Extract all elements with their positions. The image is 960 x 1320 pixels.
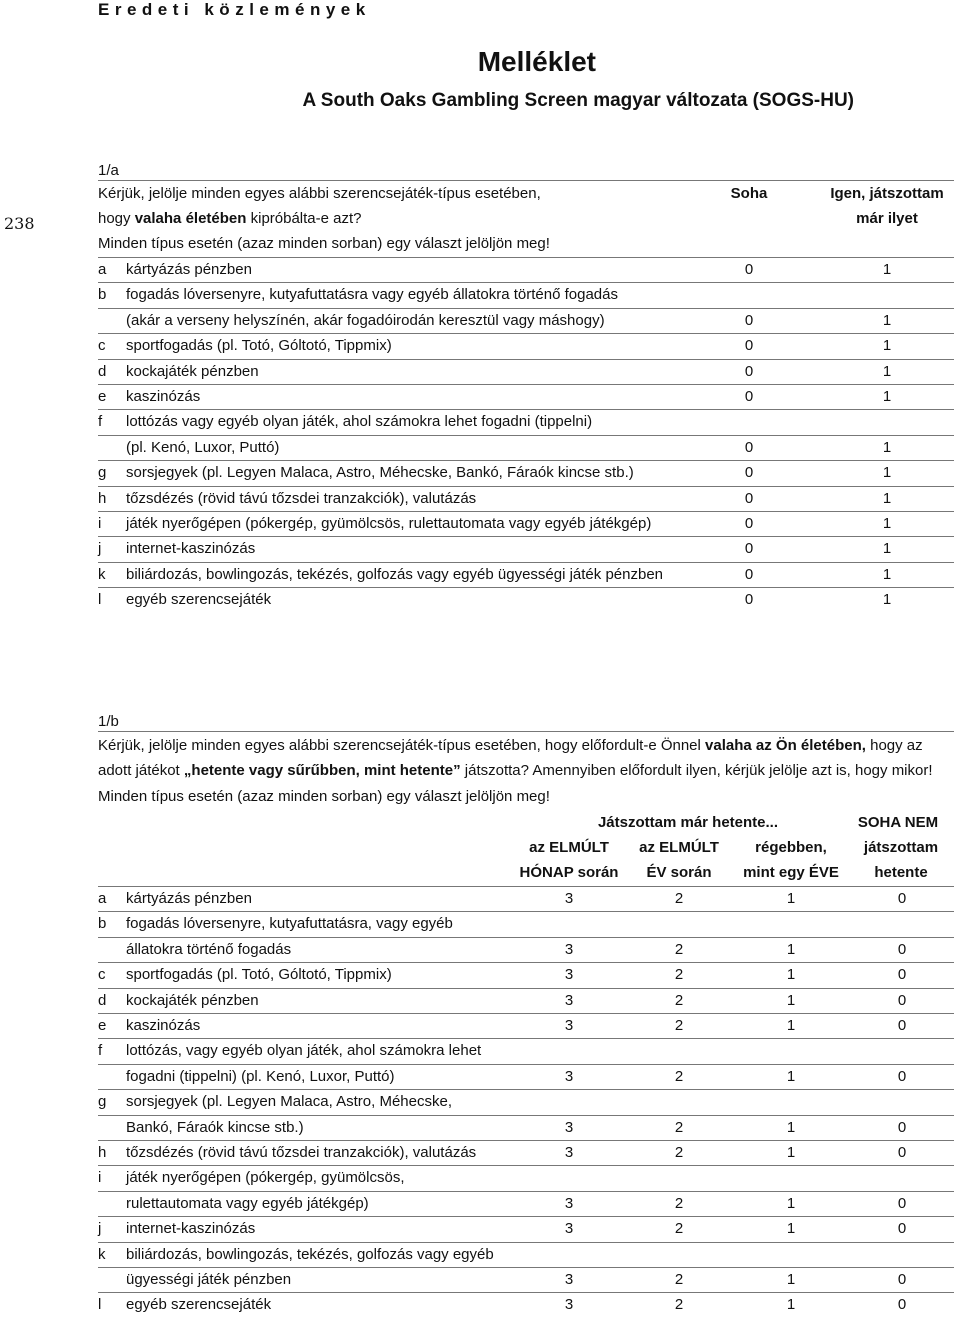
section-b-row-label: játék nyerőgépen (pókergép, gyümölcsös, xyxy=(126,1169,405,1187)
section-a-table-row xyxy=(98,463,954,488)
column-header-month-line1: az ELMÚLT xyxy=(529,839,609,856)
section-a-row-rule xyxy=(98,486,954,487)
section-b-row-letter: c xyxy=(98,966,106,984)
section-a-row-letter: c xyxy=(98,337,106,355)
section-b-row-rule xyxy=(98,937,954,938)
section-b-row-letter: d xyxy=(98,991,107,1009)
section-b-row-letter: e xyxy=(98,1017,107,1034)
section-b-row-rule xyxy=(98,1064,954,1065)
section-b-row-v1: 1 xyxy=(786,1118,796,1136)
section-a-row-label: tőzsdézés (rövid távú tőzsdei tranzakciók), valutázás xyxy=(126,489,477,507)
section-b-table-row xyxy=(98,1245,954,1270)
section-b-row-v2: 2 xyxy=(674,1067,684,1085)
section-a-row-yes: 1 xyxy=(882,489,892,507)
section-b-row-v1: 1 xyxy=(786,1194,796,1212)
section-tag: Eredeti közlemények xyxy=(98,0,371,19)
section-b-row-v0: 0 xyxy=(897,1017,907,1034)
section-b-row-label: rulettautomata vagy egyéb játékgép) xyxy=(126,1194,369,1212)
section-a-row-never: 0 xyxy=(744,388,754,405)
section-b-row-v3: 3 xyxy=(564,1067,574,1085)
section-b-row-v1: 1 xyxy=(786,1296,796,1314)
section-b-row-v3: 3 xyxy=(564,890,574,907)
section-b-row-letter: f xyxy=(98,1042,103,1060)
column-header-never-line3: hetente xyxy=(874,864,928,881)
section-b-row-rule xyxy=(98,1115,954,1116)
section-b-table-row xyxy=(98,1270,954,1295)
section-b-row-v2: 2 xyxy=(674,1194,684,1212)
section-b-row-label: kockajáték pénzben xyxy=(126,991,259,1009)
section-b-row-v2: 2 xyxy=(674,940,684,958)
section-a-row-label: fogadás lóversenyre, kutyafuttatásra vagy egyéb állatokra történő fogadás xyxy=(126,286,618,304)
section-b-row-v0: 0 xyxy=(897,1220,907,1238)
section-a-row-yes: 1 xyxy=(882,464,892,482)
section-a-row-rule xyxy=(98,536,954,537)
section-b-top-rule xyxy=(98,731,954,732)
section-a-intro-line2: hogy valaha életében kipróbálta-e azt? xyxy=(98,210,362,227)
section-b-row-v3: 3 xyxy=(564,1220,574,1238)
section-a-row-letter: i xyxy=(98,515,102,532)
section-b-row-v2: 2 xyxy=(674,1220,684,1238)
section-b-row-rule xyxy=(98,911,954,912)
section-b-row-v0: 0 xyxy=(897,890,907,907)
section-b-row-rule xyxy=(98,1191,954,1192)
section-b-row-label: Bankó, Fáraók kincse stb.) xyxy=(126,1118,304,1136)
section-a-row-rule xyxy=(98,384,954,385)
section-b-row-v1: 1 xyxy=(786,1067,796,1085)
section-b-row-v2: 2 xyxy=(674,991,684,1009)
section-b-row-letter: l xyxy=(98,1296,102,1314)
section-a-table-row xyxy=(98,514,954,539)
section-b-row-v0: 0 xyxy=(897,1118,907,1136)
section-a-table-row xyxy=(98,311,954,336)
section-b-row-rule xyxy=(98,1292,954,1293)
section-a-row-yes: 1 xyxy=(882,362,892,380)
section-b-row-v3: 3 xyxy=(564,1017,574,1034)
column-header-year-line2: ÉV során xyxy=(646,864,712,881)
section-a-row-never: 0 xyxy=(744,337,754,355)
column-header-never-line1: SOHA NEM xyxy=(857,814,939,831)
section-a-table-row xyxy=(98,336,954,361)
section-a-table-row xyxy=(98,387,954,412)
column-header-never: Soha xyxy=(730,185,768,202)
section-b-row-label: fogadás lóversenyre, kutyafuttatásra, vagy egyéb xyxy=(126,915,453,933)
section-a-row-rule xyxy=(98,308,954,309)
section-a-row-label: lottózás vagy egyéb olyan játék, ahol számokra lehet fogadni (tippelni) xyxy=(126,413,593,431)
section-b-row-v3: 3 xyxy=(564,1194,574,1212)
section-b-row-v2: 2 xyxy=(674,1118,684,1136)
section-b-row-v0: 0 xyxy=(897,1067,907,1085)
section-b-row-label: sportfogadás (pl. Totó, Góltotó, Tippmix) xyxy=(126,966,392,984)
section-b-row-v3: 3 xyxy=(564,940,574,958)
section-a-row-rule xyxy=(98,562,954,563)
section-b-intro-line1: Kérjük, jelölje minden egyes alábbi szerencsejáték-típus esetében, hogy előfordult-e Önnel valaha az Ön életében, hogy az xyxy=(98,737,923,754)
section-b-table-row xyxy=(98,965,954,990)
section-b-row-v3: 3 xyxy=(564,1296,574,1314)
section-a-row-never: 0 xyxy=(744,565,754,583)
section-a-row-never: 0 xyxy=(744,515,754,532)
section-a-row-rule xyxy=(98,282,954,283)
section-b-intro-line3: Minden típus esetén (azaz minden sorban) egy választ jelöljön meg! xyxy=(98,788,550,805)
section-b-table-row xyxy=(98,1041,954,1066)
section-a-row-label: sportfogadás (pl. Totó, Góltotó, Tippmix) xyxy=(126,337,392,355)
section-a-row-never: 0 xyxy=(744,438,754,456)
section-a-row-yes: 1 xyxy=(882,591,892,609)
section-a-row-label: egyéb szerencsejáték xyxy=(126,591,272,609)
section-b-table-row xyxy=(98,1219,954,1244)
section-b-row-label: internet-kaszinózás xyxy=(126,1220,256,1238)
section-b-row-v3: 3 xyxy=(564,1271,574,1288)
section-a-row-letter: d xyxy=(98,362,107,380)
section-b-row-v0: 0 xyxy=(897,966,907,984)
section-b-row-v0: 0 xyxy=(897,1144,907,1161)
page-title: Melléklet xyxy=(477,46,596,77)
section-b-row-v0: 0 xyxy=(897,1296,907,1314)
column-header-month-line2: HÓNAP során xyxy=(519,864,619,881)
section-b-row-v3: 3 xyxy=(564,1144,574,1161)
section-a-intro-line3: Minden típus esetén (azaz minden sorban) egy választ jelöljön meg! xyxy=(98,235,550,252)
section-b-row-v2: 2 xyxy=(674,1144,684,1161)
section-a-row-label: biliárdozás, bowlingozás, tekézés, golfozás vagy egyéb ügyességi játék pénzben xyxy=(126,565,663,583)
section-b-row-label: tőzsdézés (rövid távú tőzsdei tranzakciók), valutázás xyxy=(126,1144,477,1161)
section-a-table-row xyxy=(98,260,954,285)
section-b-row-label: kaszinózás xyxy=(126,1017,201,1034)
section-a-table-row xyxy=(98,438,954,463)
section-b-table-row xyxy=(98,1194,954,1219)
section-a-row-rule xyxy=(98,435,954,436)
section-a-row-yes: 1 xyxy=(882,337,892,355)
section-a-row-yes: 1 xyxy=(882,438,892,456)
section-a-row-label: kaszinózás xyxy=(126,388,201,405)
section-b-row-v1: 1 xyxy=(786,991,796,1009)
page-subtitle: A South Oaks Gambling Screen magyar változata (SOGS-HU) xyxy=(302,90,854,111)
section-a-row-rule xyxy=(98,409,954,410)
section-a-row-letter: g xyxy=(98,464,107,482)
section-b-row-rule xyxy=(98,886,954,887)
column-header-yes-line2: már ilyet xyxy=(856,210,918,227)
section-b-row-rule xyxy=(98,1242,954,1243)
section-a-table-row xyxy=(98,362,954,387)
section-a-table-row xyxy=(98,590,954,615)
page-number: 238 xyxy=(4,214,35,233)
section-b-row-letter: b xyxy=(98,915,107,933)
section-b-row-letter: k xyxy=(98,1245,106,1263)
section-b-row-v2: 2 xyxy=(674,1296,684,1314)
section-b-row-letter: i xyxy=(98,1169,102,1187)
column-header-year-line1: az ELMÚLT xyxy=(639,839,719,856)
section-a-table-row xyxy=(98,489,954,514)
section-b-row-letter: g xyxy=(98,1093,107,1111)
section-a-row-never: 0 xyxy=(744,362,754,380)
section-a-row-never: 0 xyxy=(744,540,754,558)
section-a-row-label: internet-kaszinózás xyxy=(126,540,256,558)
section-b-row-v0: 0 xyxy=(897,1271,907,1288)
section-b-row-v2: 2 xyxy=(674,966,684,984)
section-a-row-rule xyxy=(98,460,954,461)
section-b-table-row xyxy=(98,940,954,965)
section-a-row-label: kockajáték pénzben xyxy=(126,362,259,380)
section-b-row-label: állatokra történő fogadás xyxy=(126,940,292,958)
section-b-row-v1: 1 xyxy=(786,966,796,984)
section-b-table-row xyxy=(98,1295,954,1320)
section-b-row-v3: 3 xyxy=(564,1118,574,1136)
section-b-row-v1: 1 xyxy=(786,940,796,958)
section-a-row-rule xyxy=(98,257,954,258)
section-a-row-letter: e xyxy=(98,388,107,405)
column-header-never-line2: játszottam xyxy=(863,839,939,856)
section-a-row-letter: f xyxy=(98,413,103,431)
section-b-table-row xyxy=(98,889,954,914)
section-a-row-yes: 1 xyxy=(882,540,892,558)
section-b-row-label: sorsjegyek (pl. Legyen Malaca, Astro, Méhecske, xyxy=(126,1093,452,1111)
section-b-row-label: fogadni (tippelni) (pl. Kenó, Luxor, Puttó) xyxy=(126,1067,395,1085)
section-b-row-v0: 0 xyxy=(897,940,907,958)
section-a-row-never: 0 xyxy=(744,591,754,609)
section-b-row-v0: 0 xyxy=(897,1194,907,1212)
section-a-row-letter: a xyxy=(98,261,107,278)
section-b-row-letter: h xyxy=(98,1144,107,1161)
section-a-row-letter: b xyxy=(98,286,107,304)
column-header-yes-line1: Igen, játszottam xyxy=(830,185,944,202)
section-b-row-v1: 1 xyxy=(786,1271,796,1288)
section-a-row-never: 0 xyxy=(744,489,754,507)
section-b-row-v3: 3 xyxy=(564,966,574,984)
section-b-row-v3: 3 xyxy=(564,991,574,1009)
section-b-row-v2: 2 xyxy=(674,890,684,907)
section-a-row-never: 0 xyxy=(744,261,754,278)
section-a-row-never: 0 xyxy=(744,464,754,482)
section-a-row-yes: 1 xyxy=(882,261,892,278)
section-a-row-label: (pl. Kenó, Luxor, Puttó) xyxy=(126,438,280,456)
section-b-row-v1: 1 xyxy=(786,1220,796,1238)
section-b-row-label: biliárdozás, bowlingozás, tekézés, golfozás vagy egyéb xyxy=(126,1245,494,1263)
section-a-row-letter: h xyxy=(98,489,107,507)
section-b-row-v1: 1 xyxy=(786,1017,796,1034)
section-b-row-letter: a xyxy=(98,890,107,907)
section-b-row-v1: 1 xyxy=(786,1144,796,1161)
section-a-row-rule xyxy=(98,359,954,360)
section-a-row-label: játék nyerőgépen (pókergép, gyümölcsös, rulettautomata vagy egyéb játékgép) xyxy=(126,515,652,532)
section-a-row-letter: l xyxy=(98,591,102,609)
section-a-row-yes: 1 xyxy=(882,388,892,405)
section-b-table-row xyxy=(98,1118,954,1143)
section-b-table-row xyxy=(98,1016,954,1041)
section-a-row-label: sorsjegyek (pl. Legyen Malaca, Astro, Méhecske, Bankó, Fáraók kincse stb.) xyxy=(126,464,634,482)
section-a-row-yes: 1 xyxy=(882,311,892,329)
section-a-row-never: 0 xyxy=(744,311,754,329)
section-b-row-rule xyxy=(98,1089,954,1090)
section-b-row-rule xyxy=(98,1216,954,1217)
section-a-row-label: kártyázás pénzben xyxy=(126,261,252,278)
section-a-table-row xyxy=(98,539,954,564)
section-a-table-row xyxy=(98,412,954,437)
column-header-earlier-line2: mint egy ÉVE xyxy=(743,864,839,881)
section-a-row-yes: 1 xyxy=(882,515,892,532)
section-b-table-row xyxy=(98,1092,954,1117)
section-b-row-rule xyxy=(98,988,954,989)
section-b-table-row xyxy=(98,1067,954,1092)
section-b-row-label: kártyázás pénzben xyxy=(126,890,252,907)
section-b-row-rule xyxy=(98,1140,954,1141)
section-b-row-label: lottózás, vagy egyéb olyan játék, ahol számokra lehet xyxy=(126,1042,482,1060)
section-b-intro-line2: adott játékot „hetente vagy sűrűbben, mint hetente” játszotta? Amennyiben előfordult ilyen, kérjük jelölje azt is, hogy mikor! xyxy=(98,762,933,779)
section-a-row-letter: k xyxy=(98,565,106,583)
group-header-weekly: Játszottam már hetente... xyxy=(597,814,779,831)
section-b-table-row xyxy=(98,914,954,939)
section-b-row-label: ügyességi játék pénzben xyxy=(126,1271,292,1288)
section-a-row-label: (akár a verseny helyszínén, akár fogadóirodán keresztül vagy máshogy) xyxy=(126,311,605,329)
section-b-row-v2: 2 xyxy=(674,1271,684,1288)
section-a-row-rule xyxy=(98,511,954,512)
section-b-row-rule xyxy=(98,1267,954,1268)
section-a-row-rule xyxy=(98,333,954,334)
section-a-table-row xyxy=(98,285,954,310)
section-b-table-row xyxy=(98,991,954,1016)
section-b-row-rule xyxy=(98,962,954,963)
section-b-row-v1: 1 xyxy=(786,890,796,907)
section-a-row-yes: 1 xyxy=(882,565,892,583)
section-b-row-rule xyxy=(98,1013,954,1014)
section-a-number: 1/a xyxy=(98,162,119,179)
section-b-row-letter: j xyxy=(98,1220,102,1238)
section-a-table-row xyxy=(98,565,954,590)
section-a-row-letter: j xyxy=(98,540,102,558)
section-b-row-label: egyéb szerencsejáték xyxy=(126,1296,272,1314)
section-b-row-v2: 2 xyxy=(674,1017,684,1034)
section-b-row-rule xyxy=(98,1038,954,1039)
section-b-row-rule xyxy=(98,1165,954,1166)
section-b-row-v0: 0 xyxy=(897,991,907,1009)
section-b-table-row xyxy=(98,1168,954,1193)
section-a-intro-line1: Kérjük, jelölje minden egyes alábbi szerencsejáték-típus esetében, xyxy=(98,185,541,202)
section-b-table-row xyxy=(98,1143,954,1168)
section-a-row-rule xyxy=(98,587,954,588)
column-header-earlier-line1: régebben, xyxy=(755,839,827,856)
section-b-number: 1/b xyxy=(98,713,119,730)
